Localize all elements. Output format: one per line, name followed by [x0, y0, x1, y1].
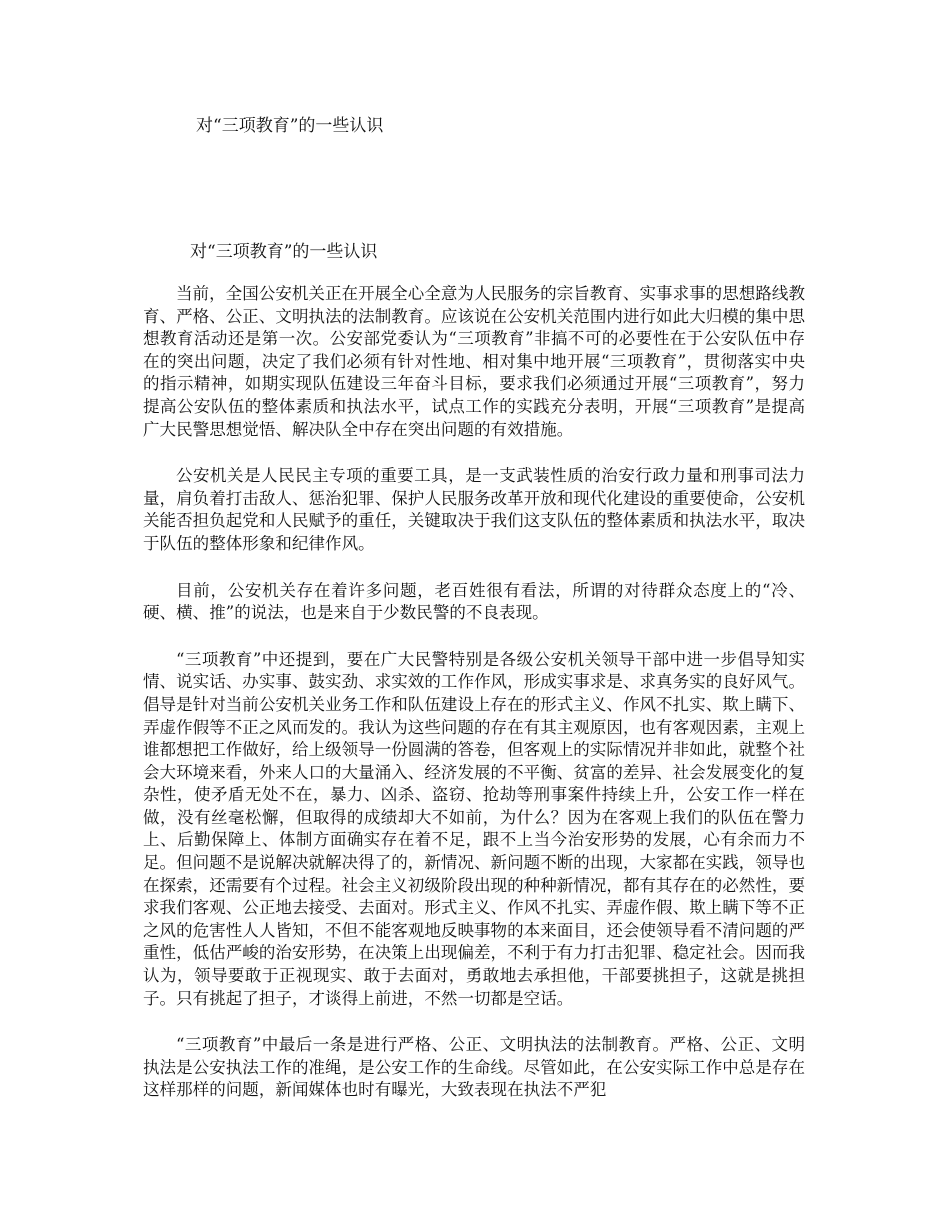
paragraph: 公安机关是人民民主专项的重要工具，是一支武装性质的治安行政力量和刑事司法力量，肩负着打击敌人、惩治犯罪、保护人民服务改革开放和现代化建设的重要使命，公安机关能否担负起党和人民赋予的重任，关键取决于我们这支队伍的整体素质和执法水平，取决于队伍的整体形象和纪律作风。: [143, 466, 805, 553]
paragraph: 目前，公安机关存在着许多问题，老百姓很有看法，所谓的对待群众态度上的“冷、硬、横、推”的说法，也是来自于少数民警的不良表现。: [143, 580, 805, 623]
paragraph: “三项教育”中最后一条是进行严格、公正、文明执法的法制教育。严格、公正、文明执法是公安执法工作的准绳，是公安工作的生命线。尽管如此，在公安实际工作中总是存在这样那样的问题，新闻媒体也时有曝光，大致表现在执法不严犯: [143, 1035, 805, 1100]
document-body: [143, 283, 805, 1223]
document-title: 对“三项教育”的一些认识: [190, 242, 378, 262]
header-title: 对“三项教育”的一些认识: [196, 116, 384, 136]
paragraph: 当前，全国公安机关正在开展全心全意为人民服务的宗旨教育、实事求事的思想路线教育、严格、公正、文明执法的法制教育。应该说在公安机关范围内进行如此大归模的集中思想教育活动还是第一次。公安部党委认为“三项教育”非搞不可的必要性在于公安队伍中存在的突出问题，决定了我们必须有针对性地、相对集中地开展“三项教育”，贯彻落实中央的指示精神，如期实现队伍建设三年奋斗目标，要求我们必须通过开展“三项教育”，努力提高公安队伍的整体素质和执法水平，试点工作的实践充分表明，开展“三项教育”是提高广大民警思想觉悟、解决队全中存在突出问题的有效措施。: [143, 284, 805, 439]
paragraph: “三项教育”中还提到，要在广大民警特别是各级公安机关领导干部中进一步倡导知实情、说实话、办实事、鼓实劲、求实效的工作作风，形成实事求是、求真务实的良好风气。倡导是针对当前公安机关业务工作和队伍建设上存在的形式主义、作风不扎实、欺上瞒下、弄虚作假等不正之风而发的。我认为这些问题的存在有其主观原因，也有客观因素，主观上谁都想把工作做好，给上级领导一份圆满的答卷，但客观上的实际情况并非如此，就整个社会大环境来看，外来人口的大量涌入、经济发展的不平衡、贫富的差异、社会发展变化的复杂性，使矛盾无处不在，暴力、凶杀、盗窃、抢劫等刑事案件持续上升，公安工作一样在做，没有丝毫松懈，但取得的成绩却大不如前，为什么？因为在客观上我们的队伍在警力上、后勤保障上、体制方面确实存在着不足，跟不上当今治安形势的发展，心有余而力不足。但问题不是说解决就解决得了的，新情况、新问题不断的出现，大家都在实践，领导也在探索，还需要有个过程。社会主义初级阶段出现的种种新情况，都有其存在的必然性，要求我们客观、公正地去接受、去面对。形式主义、作风不扎实、弄虚作假、欺上瞒下等不正之风的危害性人人皆知，不但不能客观地反映事物的本来面目，还会使领导看不清问题的严重性，低估严峻的治安形势，在决策上出现偏差，不利于有力打击犯罪、稳定社会。因而我认为，领导要敢于正视现实、敢于去面对，勇敢地去承担他，干部要挑担子，这就是挑担子。只有挑起了担子，才谈得上前进，不然一切都是空话。: [143, 649, 805, 1008]
